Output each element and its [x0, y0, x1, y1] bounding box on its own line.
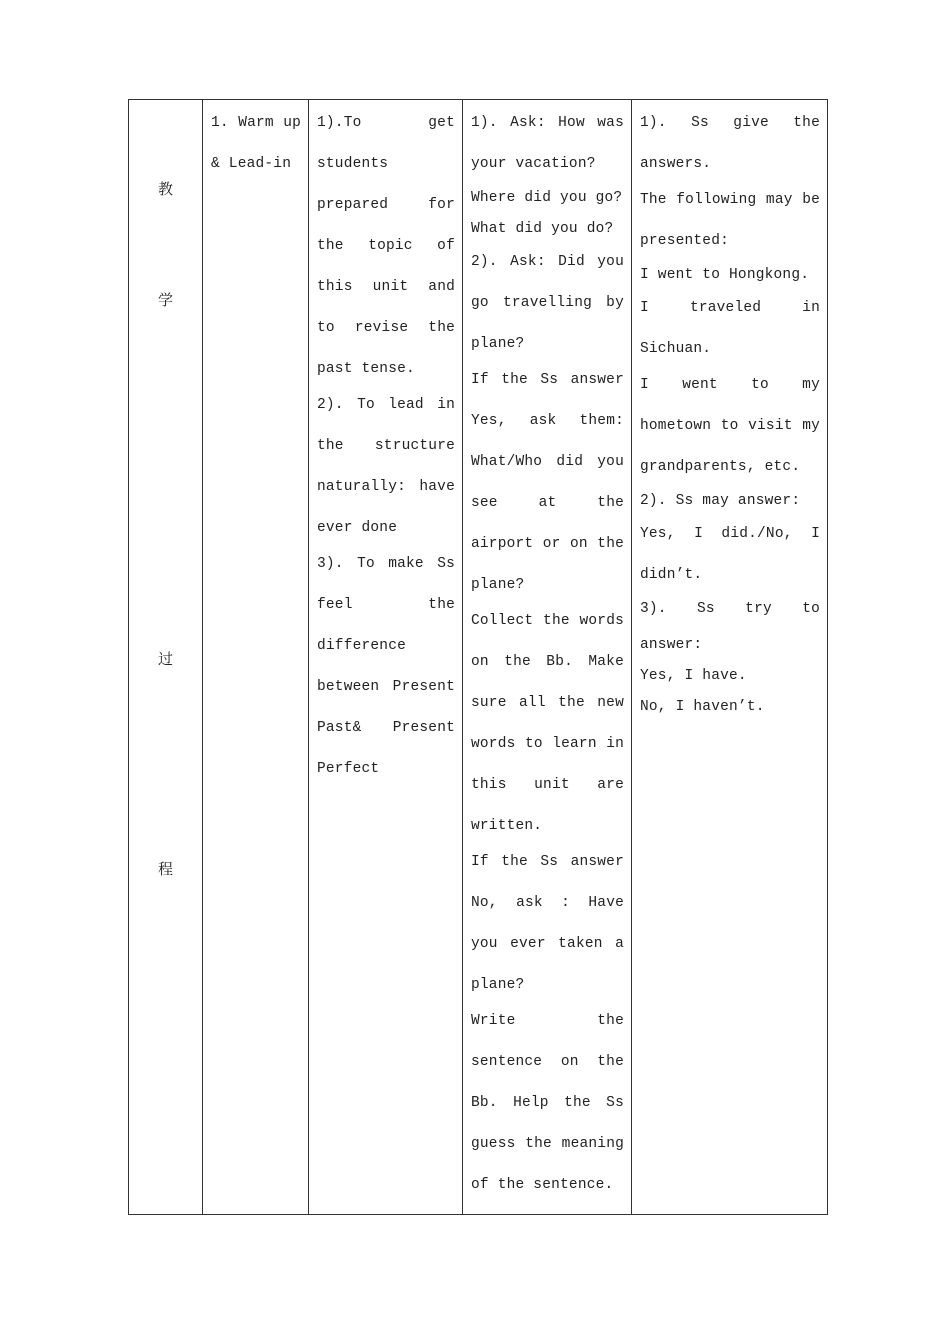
- student-paragraph: Yes, I have.: [640, 668, 747, 684]
- student-paragraph: The following may be presented:: [640, 192, 820, 249]
- aim-paragraph: 1).To get students prepared for the topic of this unit and to revise the past tense.: [317, 115, 455, 377]
- stage-char: 教: [157, 180, 173, 198]
- aim-paragraph: 3). To make Ss feel the difference between Present Past& Present Perfect: [317, 556, 455, 777]
- lesson-plan-table: [128, 99, 828, 1215]
- teacher-paragraph: Write the sentence on the Bb. Help the Ss guess the meaning of the sentence.: [471, 1013, 624, 1193]
- student-paragraph: I traveled in Sichuan.: [640, 300, 820, 357]
- stage-char: 学: [157, 291, 173, 309]
- aims-cell: [309, 100, 463, 1215]
- stage-char: 过: [157, 650, 173, 668]
- teacher-paragraph: Collect the words on the Bb. Make sure all the new words to learn in this unit are written.: [471, 613, 624, 834]
- student-paragraph: Yes, I did./No, I didn’t.: [640, 526, 820, 583]
- student-paragraph: 3). Ss try to answer:: [640, 601, 820, 653]
- teacher-paragraph: 1). Ask: How was your vacation?: [471, 115, 624, 172]
- student-activity-cell: [632, 100, 828, 1215]
- stage-char: 程: [157, 860, 173, 878]
- teacher-paragraph: If the Ss answer Yes, ask them: What/Who did you see at the airport or on the plane?: [471, 372, 624, 593]
- table-row: [129, 100, 828, 1215]
- teacher-paragraph: Where did you go?: [471, 190, 623, 206]
- stage-cell: [129, 100, 203, 1215]
- student-paragraph: I went to Hongkong.: [640, 267, 810, 283]
- step-cell: [203, 100, 309, 1215]
- student-paragraph: No, I haven’t.: [640, 699, 765, 715]
- student-paragraph: I went to my hometown to visit my grandparents, etc.: [640, 377, 820, 475]
- student-paragraph: 2). Ss may answer:: [640, 493, 801, 509]
- teacher-paragraph: What did you do?: [471, 221, 614, 237]
- aim-paragraph: 2). To lead in the structure naturally: have ever done: [317, 397, 455, 536]
- student-paragraph: 1). Ss give the answers.: [640, 115, 820, 172]
- teacher-activity-cell: [463, 100, 632, 1215]
- step-label: 1. Warm up & Lead-in: [211, 115, 301, 172]
- teacher-paragraph: 2). Ask: Did you go travelling by plane?: [471, 254, 624, 352]
- teacher-paragraph: If the Ss answer No, ask : Have you ever taken a plane?: [471, 854, 624, 993]
